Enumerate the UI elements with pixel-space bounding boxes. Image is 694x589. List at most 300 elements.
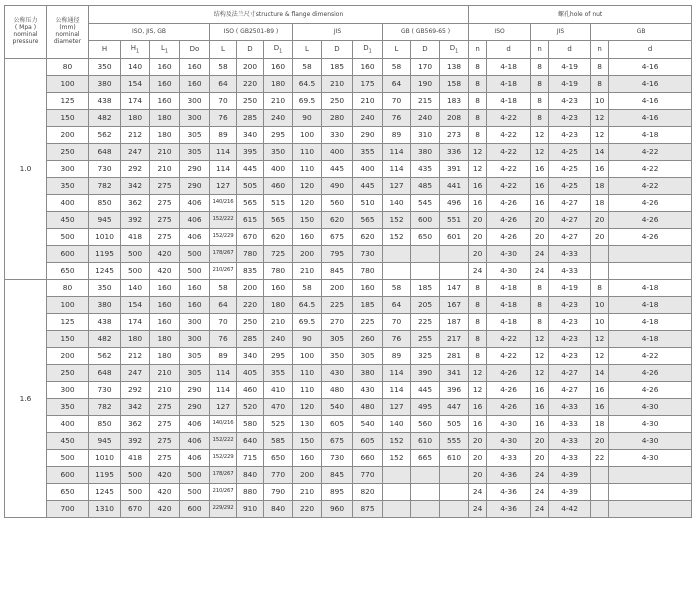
table-cell: 380 bbox=[411, 144, 440, 161]
table-cell: 180 bbox=[150, 348, 180, 365]
column-header-label: D bbox=[422, 45, 428, 53]
table-cell: 114 bbox=[383, 382, 411, 399]
table-cell: 325 bbox=[411, 348, 440, 365]
table-cell: 340 bbox=[237, 127, 264, 144]
column-header bbox=[89, 41, 121, 59]
table-cell: 160 bbox=[180, 76, 210, 93]
table-cell: 4-39 bbox=[549, 467, 591, 484]
table-cell: 4-33 bbox=[487, 450, 531, 467]
table-cell: 4-27 bbox=[549, 382, 591, 399]
table-cell: 187 bbox=[440, 314, 469, 331]
table-cell bbox=[609, 467, 692, 484]
table-row bbox=[5, 178, 692, 195]
table-cell: 405 bbox=[237, 365, 264, 382]
table-cell: 285 bbox=[237, 331, 264, 348]
table-cell: 8 bbox=[531, 314, 549, 331]
table-cell: 16 bbox=[531, 161, 549, 178]
table-cell: 420 bbox=[150, 467, 180, 484]
table-cell: 435 bbox=[411, 161, 440, 178]
table-cell: 140 bbox=[121, 280, 150, 297]
table-cell: 305 bbox=[180, 144, 210, 161]
table-cell: 4-30 bbox=[609, 433, 692, 450]
table-cell: 58 bbox=[293, 280, 322, 297]
table-cell: 140/216 bbox=[210, 416, 237, 433]
table-cell: 160 bbox=[293, 229, 322, 246]
table-cell: 16 bbox=[531, 195, 549, 212]
table-cell: 601 bbox=[440, 229, 469, 246]
table-cell: 8 bbox=[469, 314, 487, 331]
table-cell: 380 bbox=[89, 297, 121, 314]
table-cell: 12 bbox=[469, 161, 487, 178]
table-cell: 90 bbox=[293, 331, 322, 348]
column-header bbox=[591, 41, 609, 59]
table-cell: 4-16 bbox=[609, 110, 692, 127]
table-cell: 4-18 bbox=[487, 76, 531, 93]
table-cell: 8 bbox=[469, 110, 487, 127]
table-cell: 305 bbox=[353, 348, 383, 365]
table-cell: 215 bbox=[411, 93, 440, 110]
table-cell: 250 bbox=[237, 93, 264, 110]
table-cell: 4-26 bbox=[487, 365, 531, 382]
table-cell: 585 bbox=[264, 433, 293, 450]
nut-gb-header: GB bbox=[591, 24, 692, 41]
pressure-header-en1: nominal bbox=[13, 31, 38, 38]
table-cell: 447 bbox=[440, 399, 469, 416]
table-cell: 1310 bbox=[89, 501, 121, 518]
column-header-subscript: 1 bbox=[455, 48, 459, 55]
table-cell: 660 bbox=[353, 450, 383, 467]
table-cell bbox=[383, 484, 411, 501]
table-cell: 400 bbox=[322, 144, 353, 161]
table-cell: 620 bbox=[353, 229, 383, 246]
table-cell: 24 bbox=[469, 484, 487, 501]
table-cell: 4-30 bbox=[609, 416, 692, 433]
table-cell: 380 bbox=[89, 76, 121, 93]
table-cell: 4-26 bbox=[487, 195, 531, 212]
table-cell: 64 bbox=[210, 297, 237, 314]
table-cell: 8 bbox=[469, 297, 487, 314]
table-cell: 4-33 bbox=[549, 399, 591, 416]
table-cell: 89 bbox=[383, 348, 411, 365]
table-cell: 140/216 bbox=[210, 195, 237, 212]
column-header bbox=[121, 41, 150, 59]
table-cell: 180 bbox=[150, 110, 180, 127]
table-cell: 64 bbox=[210, 76, 237, 93]
table-cell: 715 bbox=[237, 450, 264, 467]
table-cell: 167 bbox=[440, 297, 469, 314]
table-cell: 1245 bbox=[89, 484, 121, 501]
table-cell: 445 bbox=[353, 178, 383, 195]
table-cell: 562 bbox=[89, 127, 121, 144]
table-cell: 160 bbox=[264, 280, 293, 297]
pressure-header bbox=[5, 6, 47, 59]
table-cell: 127 bbox=[210, 178, 237, 195]
table-cell: 210 bbox=[264, 314, 293, 331]
table-row bbox=[5, 229, 692, 246]
table-cell: 460 bbox=[237, 382, 264, 399]
table-cell: 1195 bbox=[89, 246, 121, 263]
table-cell: 152/222 bbox=[210, 212, 237, 229]
table-cell: 4-23 bbox=[549, 110, 591, 127]
table-cell: 725 bbox=[264, 246, 293, 263]
table-cell: 4-33 bbox=[549, 246, 591, 263]
table-cell: 160 bbox=[180, 59, 210, 76]
table-cell: 292 bbox=[121, 382, 150, 399]
table-cell: 24 bbox=[531, 484, 549, 501]
column-header-label: d bbox=[506, 45, 511, 53]
table-cell bbox=[609, 501, 692, 518]
table-cell: 225 bbox=[322, 297, 353, 314]
diameter-cell: 500 bbox=[47, 229, 89, 246]
table-cell: 500 bbox=[121, 484, 150, 501]
table-cell: 138 bbox=[440, 59, 469, 76]
diameter-cell: 600 bbox=[47, 467, 89, 484]
nut-jis-header: JIS bbox=[531, 24, 591, 41]
table-cell: 20 bbox=[469, 229, 487, 246]
table-cell bbox=[411, 263, 440, 280]
table-cell: 200 bbox=[293, 246, 322, 263]
table-row bbox=[5, 297, 692, 314]
diameter-cell: 250 bbox=[47, 365, 89, 382]
table-cell: 350 bbox=[89, 280, 121, 297]
table-cell: 210 bbox=[150, 365, 180, 382]
table-cell: 170 bbox=[411, 59, 440, 76]
table-body bbox=[5, 59, 692, 518]
table-row bbox=[5, 76, 692, 93]
table-cell: 4-23 bbox=[549, 297, 591, 314]
table-cell: 225 bbox=[353, 314, 383, 331]
table-cell: 24 bbox=[531, 467, 549, 484]
diameter-cell: 400 bbox=[47, 195, 89, 212]
table-cell: 4-19 bbox=[549, 59, 591, 76]
table-cell: 336 bbox=[440, 144, 469, 161]
table-cell: 4-16 bbox=[609, 93, 692, 110]
table-cell: 147 bbox=[440, 280, 469, 297]
table-cell: 490 bbox=[322, 178, 353, 195]
table-row bbox=[5, 195, 692, 212]
table-cell: 4-18 bbox=[609, 297, 692, 314]
table-cell bbox=[591, 263, 609, 280]
table-cell: 190 bbox=[411, 76, 440, 93]
table-cell: 12 bbox=[531, 365, 549, 382]
table-cell: 355 bbox=[353, 144, 383, 161]
table-cell: 8 bbox=[531, 59, 549, 76]
table-cell: 4-16 bbox=[609, 59, 692, 76]
table-cell: 180 bbox=[150, 331, 180, 348]
pressure-cell: 1.6 bbox=[5, 280, 47, 518]
table-cell: 200 bbox=[322, 280, 353, 297]
table-cell: 406 bbox=[180, 416, 210, 433]
table-cell: 275 bbox=[150, 433, 180, 450]
table-cell: 114 bbox=[210, 161, 237, 178]
table-cell: 4-27 bbox=[549, 212, 591, 229]
table-cell: 4-30 bbox=[487, 416, 531, 433]
table-cell: 20 bbox=[591, 229, 609, 246]
table-cell: 200 bbox=[293, 467, 322, 484]
table-cell: 4-18 bbox=[487, 280, 531, 297]
column-header bbox=[353, 41, 383, 59]
table-cell: 70 bbox=[383, 93, 411, 110]
table-cell: 280 bbox=[322, 110, 353, 127]
table-cell: 520 bbox=[237, 399, 264, 416]
table-cell: 1245 bbox=[89, 263, 121, 280]
table-cell: 260 bbox=[353, 331, 383, 348]
table-cell: 4-23 bbox=[549, 331, 591, 348]
table-cell: 4-33 bbox=[549, 263, 591, 280]
table-cell: 210 bbox=[353, 93, 383, 110]
table-cell: 8 bbox=[469, 331, 487, 348]
table-cell: 1010 bbox=[89, 450, 121, 467]
table-cell: 12 bbox=[531, 331, 549, 348]
table-cell: 220 bbox=[237, 297, 264, 314]
std-iso-jis-gb-header: ISO, JIS, GB bbox=[89, 24, 210, 41]
column-header bbox=[237, 41, 264, 59]
table-cell: 391 bbox=[440, 161, 469, 178]
table-cell: 16 bbox=[469, 178, 487, 195]
column-header bbox=[383, 41, 411, 59]
table-cell: 160 bbox=[264, 59, 293, 76]
table-cell: 300 bbox=[180, 110, 210, 127]
table-cell: 342 bbox=[121, 178, 150, 195]
table-cell: 183 bbox=[440, 93, 469, 110]
table-cell: 420 bbox=[150, 246, 180, 263]
table-cell bbox=[440, 467, 469, 484]
table-cell: 305 bbox=[322, 331, 353, 348]
table-cell: 12 bbox=[591, 348, 609, 365]
table-cell: 406 bbox=[180, 212, 210, 229]
table-cell: 210/267 bbox=[210, 484, 237, 501]
table-cell: 295 bbox=[264, 348, 293, 365]
table-cell: 152/222 bbox=[210, 433, 237, 450]
table-cell: 362 bbox=[121, 416, 150, 433]
table-cell: 178/267 bbox=[210, 246, 237, 263]
diameter-cell: 300 bbox=[47, 161, 89, 178]
table-cell: 210 bbox=[293, 263, 322, 280]
table-cell: 114 bbox=[383, 161, 411, 178]
table-cell: 16 bbox=[469, 195, 487, 212]
table-cell: 229/292 bbox=[210, 501, 237, 518]
table-cell: 20 bbox=[469, 433, 487, 450]
table-cell: 525 bbox=[264, 416, 293, 433]
diameter-header bbox=[47, 6, 89, 59]
table-row bbox=[5, 331, 692, 348]
table-cell: 185 bbox=[411, 280, 440, 297]
table-cell: 100 bbox=[293, 127, 322, 144]
table-cell: 1010 bbox=[89, 229, 121, 246]
table-cell: 515 bbox=[264, 195, 293, 212]
table-cell bbox=[591, 246, 609, 263]
table-cell: 4-26 bbox=[609, 365, 692, 382]
table-cell: 540 bbox=[353, 416, 383, 433]
table-cell: 4-36 bbox=[487, 484, 531, 501]
table-cell: 114 bbox=[210, 365, 237, 382]
diameter-header-en2: diameter bbox=[53, 37, 82, 45]
table-cell: 89 bbox=[383, 127, 411, 144]
table-cell: 505 bbox=[237, 178, 264, 195]
table-cell: 562 bbox=[89, 348, 121, 365]
column-header bbox=[150, 41, 180, 59]
table-cell: 4-18 bbox=[609, 314, 692, 331]
table-cell: 58 bbox=[293, 59, 322, 76]
table-cell: 305 bbox=[180, 127, 210, 144]
table-cell: 4-18 bbox=[609, 127, 692, 144]
table-cell: 406 bbox=[180, 433, 210, 450]
table-cell: 100 bbox=[293, 348, 322, 365]
table-row bbox=[5, 484, 692, 501]
table-cell: 840 bbox=[264, 501, 293, 518]
table-cell: 16 bbox=[469, 399, 487, 416]
table-cell: 4-27 bbox=[549, 365, 591, 382]
table-cell: 390 bbox=[411, 365, 440, 382]
diameter-header-en1: nominal bbox=[55, 31, 80, 38]
table-cell bbox=[591, 484, 609, 501]
table-cell: 4-23 bbox=[549, 314, 591, 331]
nut-iso-header: ISO bbox=[469, 24, 531, 41]
table-cell: 650 bbox=[264, 450, 293, 467]
table-cell: 70 bbox=[383, 314, 411, 331]
table-cell bbox=[383, 263, 411, 280]
table-row bbox=[5, 365, 692, 382]
diameter-cell: 200 bbox=[47, 127, 89, 144]
column-header-label: n bbox=[597, 45, 602, 53]
pressure-header-unit: ( Mpa ) bbox=[14, 24, 37, 32]
table-cell: 210 bbox=[150, 382, 180, 399]
table-cell: 76 bbox=[210, 110, 237, 127]
diameter-cell: 350 bbox=[47, 399, 89, 416]
table-cell: 175 bbox=[353, 76, 383, 93]
column-header-label: D bbox=[334, 45, 340, 53]
table-cell: 180 bbox=[121, 110, 150, 127]
table-cell: 158 bbox=[440, 76, 469, 93]
table-cell: 4-30 bbox=[487, 246, 531, 263]
table-cell: 4-30 bbox=[609, 399, 692, 416]
table-cell: 560 bbox=[411, 416, 440, 433]
column-header-label: Do bbox=[189, 45, 200, 53]
table-cell: 610 bbox=[440, 450, 469, 467]
table-cell: 20 bbox=[591, 433, 609, 450]
table-cell: 275 bbox=[150, 229, 180, 246]
table-cell: 110 bbox=[293, 161, 322, 178]
table-cell: 1195 bbox=[89, 467, 121, 484]
table-cell: 110 bbox=[293, 144, 322, 161]
table-cell: 4-22 bbox=[487, 144, 531, 161]
table-cell: 670 bbox=[121, 501, 150, 518]
table-cell: 8 bbox=[469, 127, 487, 144]
table-cell: 418 bbox=[121, 229, 150, 246]
diameter-cell: 700 bbox=[47, 501, 89, 518]
table-cell: 342 bbox=[121, 399, 150, 416]
table-cell: 89 bbox=[210, 348, 237, 365]
table-cell: 420 bbox=[150, 484, 180, 501]
table-cell: 4-30 bbox=[487, 263, 531, 280]
column-header-label: L bbox=[305, 45, 309, 53]
table-cell: 675 bbox=[322, 433, 353, 450]
table-cell: 551 bbox=[440, 212, 469, 229]
table-cell: 600 bbox=[411, 212, 440, 229]
table-cell: 4-26 bbox=[609, 229, 692, 246]
table-cell: 782 bbox=[89, 399, 121, 416]
diameter-cell: 400 bbox=[47, 416, 89, 433]
table-cell: 480 bbox=[322, 382, 353, 399]
table-cell: 4-26 bbox=[609, 212, 692, 229]
pressure-header-cn: 公称压力 bbox=[13, 17, 38, 25]
table-cell: 438 bbox=[89, 314, 121, 331]
table-cell: 305 bbox=[180, 348, 210, 365]
diameter-cell: 100 bbox=[47, 297, 89, 314]
table-cell: 615 bbox=[237, 212, 264, 229]
table-cell: 4-33 bbox=[549, 416, 591, 433]
table-cell: 4-19 bbox=[549, 280, 591, 297]
table-cell: 89 bbox=[210, 127, 237, 144]
table-cell bbox=[411, 246, 440, 263]
table-cell: 140 bbox=[383, 195, 411, 212]
table-cell: 406 bbox=[180, 229, 210, 246]
table-cell: 240 bbox=[353, 110, 383, 127]
table-row bbox=[5, 416, 692, 433]
table-cell: 14 bbox=[591, 365, 609, 382]
table-cell: 300 bbox=[180, 314, 210, 331]
table-cell: 180 bbox=[121, 331, 150, 348]
table-cell: 58 bbox=[210, 280, 237, 297]
table-cell: 4-33 bbox=[549, 433, 591, 450]
table-cell: 180 bbox=[264, 297, 293, 314]
table-cell: 12 bbox=[469, 382, 487, 399]
table-cell: 10 bbox=[591, 297, 609, 314]
table-cell: 355 bbox=[264, 365, 293, 382]
table-cell: 10 bbox=[591, 93, 609, 110]
diameter-cell: 450 bbox=[47, 212, 89, 229]
table-cell bbox=[440, 263, 469, 280]
table-cell: 255 bbox=[411, 331, 440, 348]
table-cell: 580 bbox=[237, 416, 264, 433]
table-cell: 406 bbox=[180, 450, 210, 467]
table-cell: 495 bbox=[411, 399, 440, 416]
table-cell bbox=[440, 501, 469, 518]
table-cell: 960 bbox=[322, 501, 353, 518]
table-cell: 850 bbox=[89, 195, 121, 212]
std-iso-gb-header: ISO ( GB2501-89 ) bbox=[210, 24, 293, 41]
table-cell bbox=[411, 484, 440, 501]
table-cell: 12 bbox=[591, 331, 609, 348]
table-cell: 152 bbox=[383, 229, 411, 246]
table-cell: 4-26 bbox=[609, 195, 692, 212]
table-cell: 8 bbox=[531, 297, 549, 314]
table-cell bbox=[440, 246, 469, 263]
table-cell: 790 bbox=[264, 484, 293, 501]
table-row bbox=[5, 314, 692, 331]
column-header-subscript: 1 bbox=[164, 48, 169, 55]
table-cell: 20 bbox=[531, 229, 549, 246]
table-cell: 8 bbox=[591, 59, 609, 76]
table-cell: 500 bbox=[180, 484, 210, 501]
table-cell: 114 bbox=[383, 144, 411, 161]
diameter-header-unit: (mm) bbox=[59, 24, 76, 32]
table-cell: 730 bbox=[322, 450, 353, 467]
table-cell: 4-23 bbox=[549, 127, 591, 144]
table-cell: 210 bbox=[322, 76, 353, 93]
table-cell: 560 bbox=[322, 195, 353, 212]
table-cell: 8 bbox=[469, 348, 487, 365]
table-row bbox=[5, 433, 692, 450]
table-cell: 565 bbox=[353, 212, 383, 229]
table-cell bbox=[591, 467, 609, 484]
table-cell: 290 bbox=[180, 382, 210, 399]
table-cell: 16 bbox=[591, 382, 609, 399]
table-cell: 910 bbox=[237, 501, 264, 518]
table-cell: 250 bbox=[237, 314, 264, 331]
table-row bbox=[5, 246, 692, 263]
table-cell: 152 bbox=[383, 450, 411, 467]
